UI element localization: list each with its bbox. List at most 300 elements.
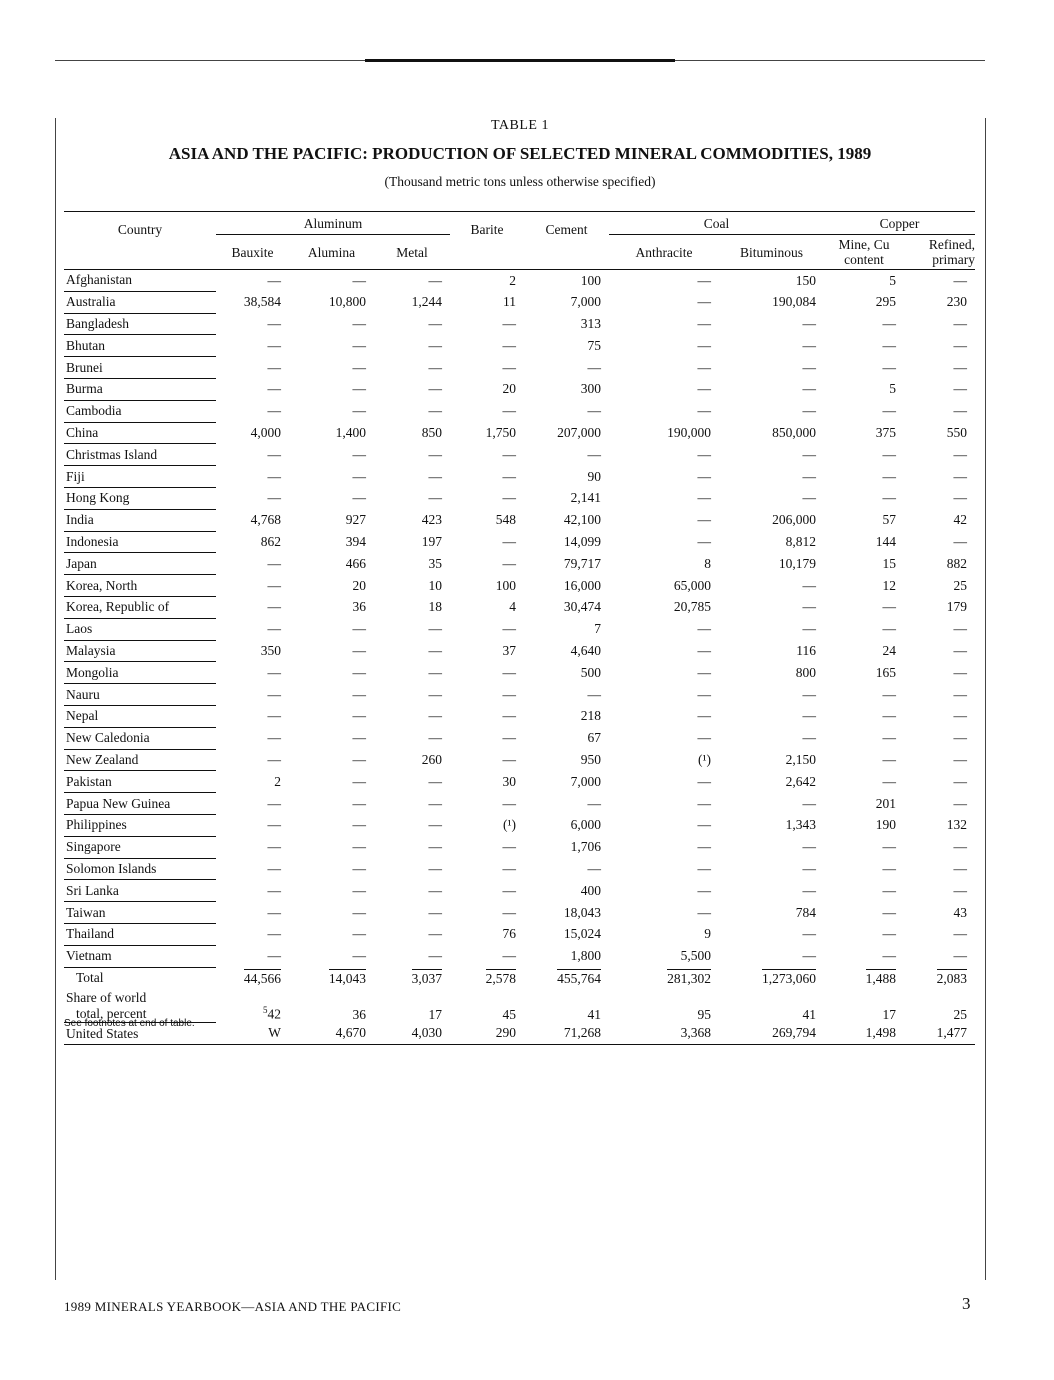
value-cell: — [587, 860, 602, 876]
value-cell: — [502, 948, 517, 964]
value-cell: — [697, 403, 712, 419]
value-cell: 400 [580, 882, 602, 898]
header-refined: Refined, primary [904, 235, 975, 270]
value-cell: 850 [421, 424, 443, 440]
value-cell: (¹) [697, 751, 712, 767]
value-cell: — [502, 359, 517, 375]
value-cell: — [953, 621, 968, 637]
table-row [64, 923, 975, 945]
value-cell: — [352, 664, 366, 680]
value-cell: — [428, 795, 443, 811]
value-cell: — [352, 860, 366, 876]
total-cell [904, 967, 975, 988]
country-cell: Korea, Republic of [64, 596, 216, 618]
us-cell: W [216, 1023, 289, 1045]
value-cell: — [352, 642, 366, 658]
table-row [64, 444, 975, 466]
table-row [64, 291, 975, 313]
value-cell: — [953, 272, 968, 288]
us-cell: 4,670 [289, 1023, 374, 1045]
left-margin-rule [55, 118, 56, 1280]
total-value: 1,273,060 [762, 970, 817, 986]
value-cell: — [697, 272, 712, 288]
value-cell: 9 [704, 926, 712, 942]
table-subtitle: (Thousand metric tons unless otherwise specified) [384, 174, 656, 189]
value-cell: — [428, 315, 443, 331]
total-value: 1,488 [865, 970, 897, 986]
value-cell: — [502, 751, 517, 767]
value-cell: — [697, 664, 712, 680]
value-cell: — [882, 403, 897, 419]
value-cell: 197 [421, 533, 443, 549]
value-cell: — [953, 468, 968, 484]
table-row [64, 357, 975, 379]
value-cell: — [267, 403, 281, 419]
value-cell: — [352, 708, 366, 724]
value-cell: — [802, 490, 817, 506]
value-cell: — [352, 926, 366, 942]
value-cell: — [502, 795, 517, 811]
header-mine-cu: Mine, Cu content [824, 235, 904, 270]
country-cell: New Zealand [64, 749, 216, 771]
value-cell: 8,812 [785, 533, 817, 549]
value-cell: — [267, 686, 281, 702]
total-value: 3,037 [411, 970, 443, 986]
value-cell: — [882, 948, 897, 964]
header-metal: Metal [374, 235, 450, 270]
total-cell [216, 967, 289, 988]
value-cell: 10,179 [778, 555, 817, 571]
share-value: 45 [502, 1006, 517, 1022]
total-value: 44,566 [243, 970, 281, 986]
country-cell: Cambodia [64, 400, 216, 422]
value-cell: — [697, 904, 712, 920]
header-country: Country [64, 212, 216, 270]
value-cell: — [267, 446, 281, 462]
share-label-line1: Share of world [66, 990, 147, 1006]
country-cell: Thailand [64, 923, 216, 945]
country-cell: Japan [64, 553, 216, 575]
value-cell: — [428, 490, 443, 506]
value-cell: — [352, 381, 366, 397]
table-row [64, 553, 975, 575]
value-cell: — [697, 381, 712, 397]
table-row [64, 466, 975, 488]
value-cell: — [502, 315, 517, 331]
value-cell: — [697, 773, 712, 789]
value-cell: 550 [946, 424, 968, 440]
value-cell: — [953, 337, 968, 353]
table-body [64, 270, 975, 1045]
total-value: 281,302 [667, 970, 712, 986]
share-value: 36 [352, 1006, 366, 1022]
value-cell: — [802, 839, 817, 855]
share-cell [450, 988, 524, 1023]
value-cell: 375 [875, 424, 897, 440]
header-aluminum: Aluminum [216, 212, 450, 235]
value-cell: — [352, 773, 366, 789]
us-cell: 3,368 [609, 1023, 719, 1045]
value-cell: — [502, 490, 517, 506]
value-cell: — [267, 272, 281, 288]
value-cell: — [267, 795, 281, 811]
value-cell: 15,024 [563, 926, 602, 942]
value-cell: — [882, 621, 897, 637]
value-cell: 15 [882, 555, 897, 571]
table-row [64, 662, 975, 684]
value-cell: — [882, 468, 897, 484]
value-cell: — [953, 730, 968, 746]
header-copper: Copper [824, 212, 975, 235]
country-cell: Australia [64, 291, 216, 313]
value-cell: 190,000 [667, 424, 712, 440]
header-anthracite: Anthracite [609, 235, 719, 270]
value-cell: — [882, 490, 897, 506]
value-cell: — [267, 926, 281, 942]
value-cell: — [502, 403, 517, 419]
value-cell: 548 [495, 512, 517, 528]
country-cell: Taiwan [64, 902, 216, 924]
table-row [64, 640, 975, 662]
value-cell: — [882, 773, 897, 789]
table-title: ASIA AND THE PACIFIC: PRODUCTION OF SELECTED MINERAL COMMODITIES, 1989 [168, 144, 872, 163]
country-cell: Singapore [64, 836, 216, 858]
value-cell: 65,000 [673, 577, 712, 593]
value-cell: — [587, 795, 602, 811]
total-cell [824, 967, 904, 988]
value-cell: 4,768 [250, 512, 281, 528]
table-row [64, 618, 975, 640]
table-row [64, 902, 975, 924]
value-cell: — [882, 882, 897, 898]
country-cell: Korea, North [64, 575, 216, 597]
value-cell: 2,150 [785, 751, 817, 767]
value-cell: — [267, 948, 281, 964]
value-cell: — [502, 708, 517, 724]
header-barite: Barite [450, 212, 524, 270]
country-cell: Brunei [64, 357, 216, 379]
value-cell: — [428, 468, 443, 484]
value-cell: 394 [345, 533, 366, 549]
country-cell: Malaysia [64, 640, 216, 662]
value-cell: — [802, 795, 817, 811]
value-cell: — [267, 817, 281, 833]
value-cell: — [502, 664, 517, 680]
us-cell: 269,794 [719, 1023, 824, 1045]
value-cell: — [953, 359, 968, 375]
value-cell: — [697, 490, 712, 506]
value-cell: — [697, 446, 712, 462]
value-cell: — [587, 359, 602, 375]
total-value: 455,764 [557, 970, 602, 986]
value-cell: — [352, 315, 366, 331]
table-row [64, 684, 975, 706]
value-cell: — [802, 577, 817, 593]
value-cell: — [352, 730, 366, 746]
value-cell: 2 [509, 272, 517, 288]
value-cell: 7,000 [570, 773, 602, 789]
value-cell: 76 [502, 926, 517, 942]
value-cell: 862 [260, 533, 281, 549]
value-cell: — [352, 686, 366, 702]
value-cell: 90 [587, 468, 602, 484]
value-cell: 100 [495, 577, 517, 593]
united-states-row [64, 1023, 975, 1045]
value-cell: — [267, 860, 281, 876]
value-cell: — [428, 839, 443, 855]
value-cell: 150 [795, 272, 817, 288]
value-cell: 10 [428, 577, 443, 593]
value-cell: — [802, 860, 817, 876]
top-thick-rule [365, 59, 675, 62]
share-cell [719, 988, 824, 1023]
value-cell: — [882, 708, 897, 724]
value-cell: — [697, 621, 712, 637]
value-cell: 313 [580, 315, 602, 331]
table-row [64, 596, 975, 618]
share-cell [904, 988, 975, 1023]
value-cell: — [697, 533, 712, 549]
value-cell: 5 [889, 272, 897, 288]
value-cell: — [352, 621, 366, 637]
value-cell: 4,640 [570, 642, 602, 658]
value-cell: 207,000 [557, 424, 602, 440]
value-cell: — [502, 839, 517, 855]
value-cell: — [352, 490, 366, 506]
footnote-reference: See footnotes at end of table. [64, 1018, 195, 1029]
value-cell: — [587, 446, 602, 462]
country-cell: Philippines [64, 814, 216, 836]
share-row [64, 988, 975, 1023]
value-cell: — [697, 839, 712, 855]
value-cell: — [267, 577, 281, 593]
value-cell: — [352, 839, 366, 855]
value-cell: — [502, 555, 517, 571]
table-row [64, 727, 975, 749]
total-cell [374, 967, 450, 988]
value-cell: — [802, 708, 817, 724]
value-cell: 116 [796, 642, 817, 658]
value-cell: — [953, 926, 968, 942]
value-cell: — [802, 446, 817, 462]
table-row [64, 814, 975, 836]
value-cell: — [802, 468, 817, 484]
value-cell: — [953, 533, 968, 549]
value-cell: 5 [889, 381, 897, 397]
value-cell: — [502, 533, 517, 549]
value-cell: — [267, 490, 281, 506]
value-cell: — [882, 926, 897, 942]
value-cell: — [953, 490, 968, 506]
value-cell: — [697, 315, 712, 331]
value-cell: — [428, 904, 443, 920]
value-cell: — [352, 446, 366, 462]
country-cell: New Caledonia [64, 727, 216, 749]
value-cell: — [502, 730, 517, 746]
value-cell: 784 [795, 904, 817, 920]
value-cell: 190 [875, 817, 897, 833]
value-cell: — [352, 904, 366, 920]
value-cell: 57 [882, 512, 897, 528]
table-row [64, 531, 975, 553]
table-row [64, 313, 975, 335]
value-cell: 1,706 [570, 839, 602, 855]
value-cell: 350 [260, 642, 281, 658]
value-cell: 466 [345, 555, 366, 571]
total-cell [289, 967, 374, 988]
value-cell: 144 [875, 533, 897, 549]
table-row [64, 400, 975, 422]
share-cell [374, 988, 450, 1023]
value-cell: 11 [503, 294, 517, 310]
value-cell: 2,642 [785, 773, 817, 789]
value-cell: — [953, 446, 968, 462]
total-value: 2,083 [936, 970, 968, 986]
value-cell: — [697, 294, 712, 310]
value-cell: — [428, 708, 443, 724]
value-cell: 38,584 [243, 294, 281, 310]
value-cell: — [697, 860, 712, 876]
value-cell: — [428, 817, 443, 833]
value-cell: — [428, 642, 443, 658]
value-cell: 4,000 [250, 424, 281, 440]
value-cell: 35 [428, 555, 443, 571]
table-row [64, 705, 975, 727]
value-cell: 190,084 [772, 294, 817, 310]
value-cell: 950 [580, 751, 602, 767]
value-cell: — [697, 468, 712, 484]
value-cell: 67 [587, 730, 602, 746]
value-cell: — [428, 926, 443, 942]
value-cell: — [267, 751, 281, 767]
value-cell: 25 [953, 577, 968, 593]
value-cell: — [352, 795, 366, 811]
value-cell: 30 [502, 773, 517, 789]
total-cell [524, 967, 609, 988]
value-cell: — [502, 860, 517, 876]
value-cell: — [802, 337, 817, 353]
value-cell: — [953, 773, 968, 789]
value-cell: 12 [882, 577, 897, 593]
value-cell: — [428, 882, 443, 898]
value-cell: — [802, 948, 817, 964]
value-cell: — [802, 381, 817, 397]
share-cell [609, 988, 719, 1023]
value-cell: — [882, 315, 897, 331]
value-cell: — [953, 751, 968, 767]
value-cell: — [502, 337, 517, 353]
value-cell: 37 [502, 642, 517, 658]
table-row [64, 422, 975, 444]
value-cell: 24 [882, 642, 897, 658]
share-value: 17 [428, 1006, 443, 1022]
share-cell [824, 988, 904, 1023]
header-bauxite: Bauxite [216, 235, 289, 270]
header-bituminous: Bituminous [719, 235, 824, 270]
value-cell: — [587, 403, 602, 419]
value-cell: — [267, 730, 281, 746]
country-cell: Papua New Guinea [64, 793, 216, 815]
table-row [64, 945, 975, 967]
value-cell: — [882, 446, 897, 462]
share-cell [524, 988, 609, 1023]
value-cell: — [587, 686, 602, 702]
country-cell: China [64, 422, 216, 444]
total-cell [450, 967, 524, 988]
table-row [64, 749, 975, 771]
total-label: Total [76, 969, 104, 985]
value-cell: — [502, 686, 517, 702]
value-cell: — [953, 403, 968, 419]
table-label: TABLE 1 [491, 118, 549, 133]
page-number: 3 [962, 1294, 971, 1313]
value-cell: — [882, 860, 897, 876]
value-cell: — [697, 642, 712, 658]
value-cell: — [802, 686, 817, 702]
value-cell: 2 [274, 773, 281, 789]
country-cell: Nauru [64, 684, 216, 706]
value-cell: — [953, 882, 968, 898]
value-cell: 43 [953, 904, 968, 920]
country-cell: Bangladesh [64, 313, 216, 335]
us-cell: 290 [450, 1023, 524, 1045]
value-cell: — [267, 664, 281, 680]
value-cell: — [428, 686, 443, 702]
value-cell: — [697, 730, 712, 746]
value-cell: 1,750 [485, 424, 517, 440]
us-cell: 71,268 [524, 1023, 609, 1045]
country-cell: Fiji [64, 466, 216, 488]
value-cell: — [802, 315, 817, 331]
share-value: 25 [953, 1006, 968, 1022]
value-cell: — [352, 817, 366, 833]
value-cell: 16,000 [563, 577, 602, 593]
value-cell: 132 [946, 817, 968, 833]
value-cell: — [882, 730, 897, 746]
value-cell: 179 [946, 599, 968, 615]
value-cell: 10,800 [328, 294, 366, 310]
value-cell: — [267, 315, 281, 331]
value-cell: — [428, 403, 443, 419]
value-cell: 79,717 [563, 555, 602, 571]
header-alumina: Alumina [289, 235, 374, 270]
country-cell: Hong Kong [64, 487, 216, 509]
value-cell: 1,800 [570, 948, 602, 964]
value-cell: — [428, 621, 443, 637]
value-cell: — [953, 795, 968, 811]
country-cell: Pakistan [64, 771, 216, 793]
value-cell: — [428, 337, 443, 353]
value-cell: 14,099 [563, 533, 602, 549]
value-cell: — [502, 904, 517, 920]
value-cell: — [428, 359, 443, 375]
value-cell: — [697, 817, 712, 833]
value-cell: — [953, 642, 968, 658]
total-cell [609, 967, 719, 988]
value-cell: 20,785 [673, 599, 712, 615]
value-cell: — [802, 730, 817, 746]
value-cell: — [802, 403, 817, 419]
value-cell: — [697, 686, 712, 702]
value-cell: 7 [594, 621, 602, 637]
value-cell: — [953, 315, 968, 331]
table-row [64, 270, 975, 292]
value-cell: 4 [509, 599, 517, 615]
value-cell: — [267, 337, 281, 353]
right-margin-rule [985, 118, 986, 1280]
value-cell: — [697, 359, 712, 375]
share-cell [289, 988, 374, 1023]
